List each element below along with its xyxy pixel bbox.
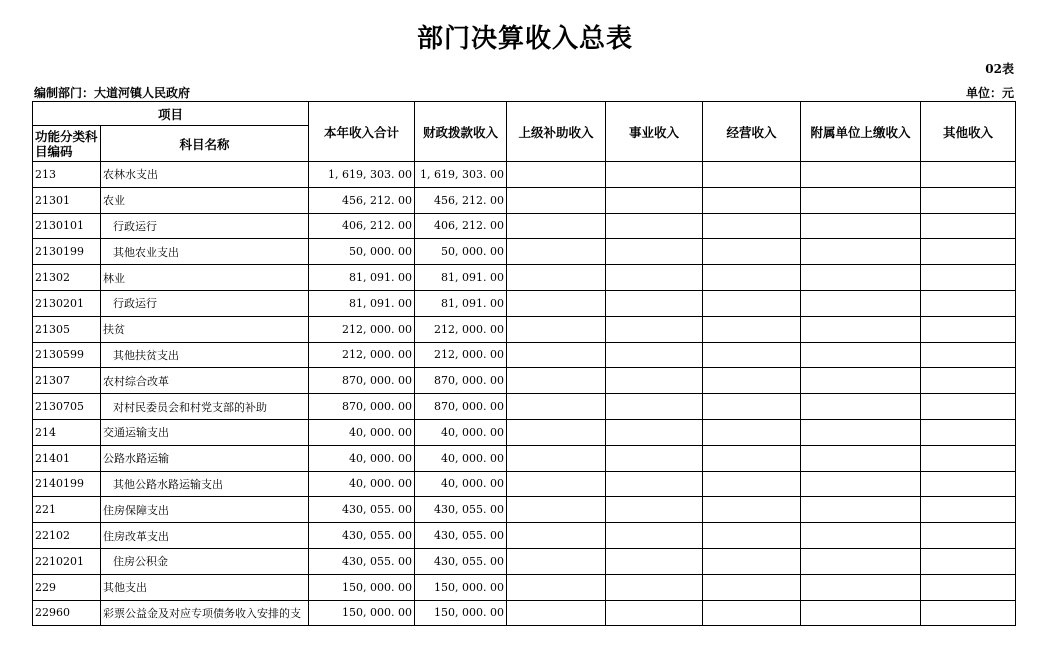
cell-name: 行政运行 bbox=[101, 290, 309, 316]
table-row bbox=[33, 290, 1016, 316]
cell-total: 150, 000. 00 bbox=[309, 574, 415, 600]
cell-fiscal: 456, 212. 00 bbox=[415, 187, 507, 213]
cell-affiliated bbox=[801, 523, 921, 549]
cell-superior bbox=[507, 419, 606, 445]
cell-operating bbox=[703, 162, 801, 188]
cell-business bbox=[606, 368, 703, 394]
cell-total: 430, 055. 00 bbox=[309, 548, 415, 574]
header-code: 功能分类科目编码 bbox=[33, 126, 101, 162]
cell-business bbox=[606, 600, 703, 626]
cell-affiliated bbox=[801, 497, 921, 523]
cell-name: 交通运输支出 bbox=[101, 419, 309, 445]
cell-total: 1, 619, 303. 00 bbox=[309, 162, 415, 188]
cell-business bbox=[606, 239, 703, 265]
header-name: 科目名称 bbox=[101, 126, 309, 162]
cell-affiliated bbox=[801, 265, 921, 291]
cell-fiscal: 430, 055. 00 bbox=[415, 548, 507, 574]
cell-code: 2130101 bbox=[33, 213, 101, 239]
cell-business bbox=[606, 316, 703, 342]
cell-name: 扶贫 bbox=[101, 316, 309, 342]
table-row bbox=[33, 394, 1016, 420]
cell-code: 213 bbox=[33, 162, 101, 188]
cell-operating bbox=[703, 523, 801, 549]
cell-fiscal: 150, 000. 00 bbox=[415, 600, 507, 626]
cell-operating bbox=[703, 445, 801, 471]
cell-name: 住房改革支出 bbox=[101, 523, 309, 549]
cell-fiscal: 430, 055. 00 bbox=[415, 497, 507, 523]
cell-name: 对村民委员会和村党支部的补助 bbox=[101, 394, 309, 420]
cell-operating bbox=[703, 471, 801, 497]
cell-code: 229 bbox=[33, 574, 101, 600]
cell-operating bbox=[703, 574, 801, 600]
cell-operating bbox=[703, 419, 801, 445]
cell-total: 870, 000. 00 bbox=[309, 394, 415, 420]
cell-operating bbox=[703, 600, 801, 626]
cell-name: 农业 bbox=[101, 187, 309, 213]
cell-operating bbox=[703, 239, 801, 265]
cell-superior bbox=[507, 445, 606, 471]
cell-superior bbox=[507, 523, 606, 549]
cell-code: 2130705 bbox=[33, 394, 101, 420]
cell-affiliated bbox=[801, 600, 921, 626]
cell-superior bbox=[507, 368, 606, 394]
cell-name: 农林水支出 bbox=[101, 162, 309, 188]
table-row bbox=[33, 548, 1016, 574]
cell-superior bbox=[507, 162, 606, 188]
cell-name: 彩票公益金及对应专项债务收入安排的支 bbox=[101, 600, 309, 626]
header-total: 本年收入合计 bbox=[309, 102, 415, 162]
cell-superior bbox=[507, 548, 606, 574]
cell-business bbox=[606, 548, 703, 574]
cell-affiliated bbox=[801, 368, 921, 394]
cell-name: 其他支出 bbox=[101, 574, 309, 600]
header-operating: 经营收入 bbox=[703, 102, 801, 162]
cell-operating bbox=[703, 316, 801, 342]
cell-operating bbox=[703, 265, 801, 291]
table-row bbox=[33, 419, 1016, 445]
income-summary-table bbox=[32, 101, 1016, 626]
cell-fiscal: 50, 000. 00 bbox=[415, 239, 507, 265]
table-row bbox=[33, 213, 1016, 239]
cell-superior bbox=[507, 239, 606, 265]
table-row bbox=[33, 523, 1016, 549]
cell-business bbox=[606, 187, 703, 213]
cell-other bbox=[921, 548, 1016, 574]
cell-other bbox=[921, 497, 1016, 523]
cell-code: 221 bbox=[33, 497, 101, 523]
table-row bbox=[33, 316, 1016, 342]
cell-operating bbox=[703, 548, 801, 574]
cell-affiliated bbox=[801, 162, 921, 188]
table-body bbox=[33, 162, 1016, 626]
cell-name: 其他公路水路运输支出 bbox=[101, 471, 309, 497]
cell-code: 2130201 bbox=[33, 290, 101, 316]
cell-total: 870, 000. 00 bbox=[309, 368, 415, 394]
header-superior: 上级补助收入 bbox=[507, 102, 606, 162]
cell-affiliated bbox=[801, 239, 921, 265]
cell-business bbox=[606, 523, 703, 549]
cell-business bbox=[606, 497, 703, 523]
cell-total: 150, 000. 00 bbox=[309, 600, 415, 626]
cell-superior bbox=[507, 574, 606, 600]
cell-code: 2140199 bbox=[33, 471, 101, 497]
cell-operating bbox=[703, 368, 801, 394]
table-row bbox=[33, 187, 1016, 213]
table-row bbox=[33, 162, 1016, 188]
cell-total: 430, 055. 00 bbox=[309, 523, 415, 549]
cell-code: 22960 bbox=[33, 600, 101, 626]
cell-fiscal: 212, 000. 00 bbox=[415, 316, 507, 342]
table-row bbox=[33, 342, 1016, 368]
cell-fiscal: 430, 055. 00 bbox=[415, 523, 507, 549]
cell-fiscal: 1, 619, 303. 00 bbox=[415, 162, 507, 188]
cell-fiscal: 212, 000. 00 bbox=[415, 342, 507, 368]
cell-affiliated bbox=[801, 471, 921, 497]
cell-fiscal: 870, 000. 00 bbox=[415, 368, 507, 394]
cell-superior bbox=[507, 342, 606, 368]
cell-total: 40, 000. 00 bbox=[309, 419, 415, 445]
cell-affiliated bbox=[801, 394, 921, 420]
cell-total: 456, 212. 00 bbox=[309, 187, 415, 213]
cell-operating bbox=[703, 290, 801, 316]
cell-name: 其他扶贫支出 bbox=[101, 342, 309, 368]
cell-total: 81, 091. 00 bbox=[309, 290, 415, 316]
cell-superior bbox=[507, 471, 606, 497]
cell-business bbox=[606, 290, 703, 316]
cell-other bbox=[921, 600, 1016, 626]
cell-name: 行政运行 bbox=[101, 213, 309, 239]
cell-code: 21307 bbox=[33, 368, 101, 394]
table-number: 02表 bbox=[985, 62, 1014, 76]
cell-total: 50, 000. 00 bbox=[309, 239, 415, 265]
cell-other bbox=[921, 574, 1016, 600]
header-item: 项目 bbox=[33, 102, 309, 126]
header-affiliated: 附属单位上缴收入 bbox=[801, 102, 921, 162]
cell-other bbox=[921, 471, 1016, 497]
header-fiscal: 财政拨款收入 bbox=[415, 102, 507, 162]
cell-total: 40, 000. 00 bbox=[309, 445, 415, 471]
cell-business bbox=[606, 574, 703, 600]
cell-other bbox=[921, 523, 1016, 549]
cell-total: 40, 000. 00 bbox=[309, 471, 415, 497]
cell-operating bbox=[703, 497, 801, 523]
cell-affiliated bbox=[801, 213, 921, 239]
cell-code: 21305 bbox=[33, 316, 101, 342]
cell-superior bbox=[507, 394, 606, 420]
cell-business bbox=[606, 471, 703, 497]
cell-fiscal: 870, 000. 00 bbox=[415, 394, 507, 420]
cell-business bbox=[606, 265, 703, 291]
cell-name: 公路水路运输 bbox=[101, 445, 309, 471]
cell-other bbox=[921, 445, 1016, 471]
cell-affiliated bbox=[801, 290, 921, 316]
cell-superior bbox=[507, 316, 606, 342]
cell-affiliated bbox=[801, 419, 921, 445]
cell-superior bbox=[507, 600, 606, 626]
cell-other bbox=[921, 342, 1016, 368]
cell-code: 22102 bbox=[33, 523, 101, 549]
table-row bbox=[33, 265, 1016, 291]
cell-fiscal: 406, 212. 00 bbox=[415, 213, 507, 239]
cell-name: 住房公积金 bbox=[101, 548, 309, 574]
cell-other bbox=[921, 162, 1016, 188]
table-row bbox=[33, 600, 1016, 626]
cell-other bbox=[921, 316, 1016, 342]
cell-total: 406, 212. 00 bbox=[309, 213, 415, 239]
cell-code: 2130599 bbox=[33, 342, 101, 368]
cell-other bbox=[921, 265, 1016, 291]
cell-code: 2130199 bbox=[33, 239, 101, 265]
cell-superior bbox=[507, 497, 606, 523]
cell-operating bbox=[703, 213, 801, 239]
cell-operating bbox=[703, 187, 801, 213]
cell-affiliated bbox=[801, 316, 921, 342]
cell-code: 21302 bbox=[33, 265, 101, 291]
table-row bbox=[33, 574, 1016, 600]
table-row bbox=[33, 471, 1016, 497]
cell-affiliated bbox=[801, 187, 921, 213]
cell-other bbox=[921, 213, 1016, 239]
cell-total: 212, 000. 00 bbox=[309, 342, 415, 368]
cell-code: 2210201 bbox=[33, 548, 101, 574]
cell-affiliated bbox=[801, 574, 921, 600]
cell-affiliated bbox=[801, 445, 921, 471]
cell-name: 其他农业支出 bbox=[101, 239, 309, 265]
table-row bbox=[33, 497, 1016, 523]
cell-business bbox=[606, 162, 703, 188]
cell-affiliated bbox=[801, 342, 921, 368]
cell-operating bbox=[703, 394, 801, 420]
cell-name: 林业 bbox=[101, 265, 309, 291]
cell-total: 430, 055. 00 bbox=[309, 497, 415, 523]
cell-total: 212, 000. 00 bbox=[309, 316, 415, 342]
cell-other bbox=[921, 419, 1016, 445]
unit-label: 单位：元 bbox=[965, 86, 1014, 100]
cell-superior bbox=[507, 265, 606, 291]
header-business: 事业收入 bbox=[606, 102, 703, 162]
cell-business bbox=[606, 342, 703, 368]
table-row bbox=[33, 368, 1016, 394]
cell-code: 214 bbox=[33, 419, 101, 445]
table-row bbox=[33, 445, 1016, 471]
page-title: 部门决算收入总表 bbox=[416, 24, 633, 54]
cell-fiscal: 40, 000. 00 bbox=[415, 445, 507, 471]
cell-superior bbox=[507, 213, 606, 239]
cell-other bbox=[921, 239, 1016, 265]
cell-other bbox=[921, 394, 1016, 420]
header-other: 其他收入 bbox=[921, 102, 1016, 162]
cell-fiscal: 40, 000. 00 bbox=[415, 471, 507, 497]
cell-code: 21401 bbox=[33, 445, 101, 471]
table-row bbox=[33, 239, 1016, 265]
cell-business bbox=[606, 419, 703, 445]
cell-name: 农村综合改革 bbox=[101, 368, 309, 394]
cell-other bbox=[921, 187, 1016, 213]
cell-affiliated bbox=[801, 548, 921, 574]
cell-total: 81, 091. 00 bbox=[309, 265, 415, 291]
cell-other bbox=[921, 368, 1016, 394]
cell-fiscal: 81, 091. 00 bbox=[415, 290, 507, 316]
department-label: 编制部门：大道河镇人民政府 bbox=[34, 86, 191, 100]
cell-other bbox=[921, 290, 1016, 316]
cell-fiscal: 40, 000. 00 bbox=[415, 419, 507, 445]
cell-operating bbox=[703, 342, 801, 368]
cell-business bbox=[606, 445, 703, 471]
cell-fiscal: 81, 091. 00 bbox=[415, 265, 507, 291]
cell-superior bbox=[507, 187, 606, 213]
cell-code: 21301 bbox=[33, 187, 101, 213]
cell-fiscal: 150, 000. 00 bbox=[415, 574, 507, 600]
cell-superior bbox=[507, 290, 606, 316]
cell-business bbox=[606, 394, 703, 420]
cell-name: 住房保障支出 bbox=[101, 497, 309, 523]
cell-business bbox=[606, 213, 703, 239]
